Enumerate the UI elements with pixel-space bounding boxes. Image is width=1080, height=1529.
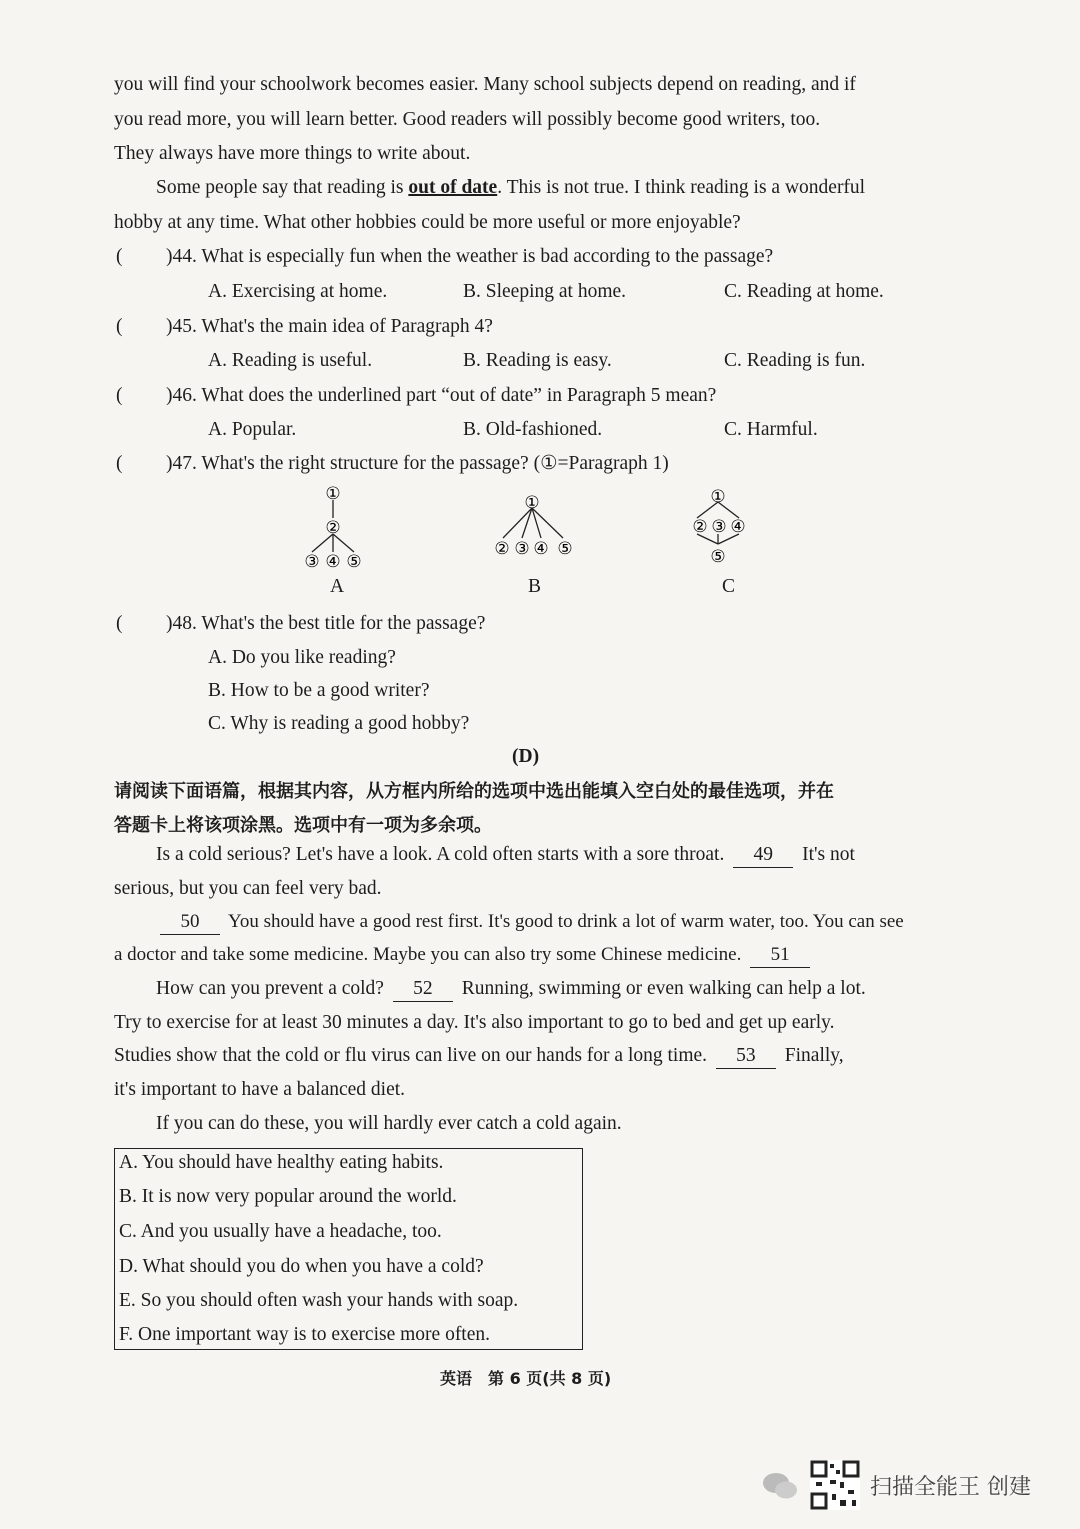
question-46: )46. What does the underlined part “out of date” in Paragraph 5 mean? <box>166 385 717 406</box>
cloze-text: Studies show that the cold or flu virus can live on our hands for a long time. <box>114 1045 708 1066</box>
question-45: )45. What's the main idea of Paragraph 4? <box>166 316 493 337</box>
passage-line-3: They always have more things to write about. <box>114 143 471 164</box>
node-2: ② <box>325 518 341 538</box>
watermark-text: 扫描全能王 创建 <box>870 1475 1031 1500</box>
section-heading: (D) <box>512 746 540 767</box>
node-5: ⑤ <box>557 539 573 559</box>
qr-code-icon <box>810 1460 860 1510</box>
blank-51[interactable]: 51 <box>750 943 810 968</box>
passage-line-5: hobby at any time. What other hobbies could be more useful or more enjoyable? <box>114 212 741 233</box>
node-2: ② <box>692 517 708 537</box>
structure-diagram-b <box>485 490 585 560</box>
structure-diagram-c <box>685 484 755 569</box>
structure-diagram-a <box>290 482 380 572</box>
diagram-label-c: C <box>722 576 736 597</box>
cloze-line-4 <box>114 943 814 968</box>
q46-option-c: C. Harmful. <box>724 419 818 440</box>
cloze-text: Finally, <box>784 1045 844 1066</box>
passage-line-4 <box>156 176 865 200</box>
cloze-line-2: serious, but you can feel very bad. <box>114 878 382 899</box>
passage-text: . This is not true. I think reading is a wonderful <box>497 177 866 198</box>
q45-option-b: B. Reading is easy. <box>463 350 612 371</box>
blank-50[interactable]: 50 <box>160 910 220 935</box>
option-a: A. You should have healthy eating habits. <box>119 1152 444 1173</box>
node-2: ② <box>494 539 510 559</box>
wechat-icon <box>760 1465 800 1505</box>
question-48: )48. What's the best title for the passage? <box>166 613 486 634</box>
question-44: )44. What is especially fun when the weather is bad according to the passage? <box>166 246 774 267</box>
q44-option-a: A. Exercising at home. <box>208 281 388 302</box>
cloze-text: It's not <box>802 844 855 865</box>
node-4: ④ <box>533 539 549 559</box>
cloze-text: How can you prevent a cold? <box>156 978 384 999</box>
q44-option-c: C. Reading at home. <box>724 281 884 302</box>
answer-bracket[interactable]: ( <box>116 613 123 634</box>
blank-49[interactable]: 49 <box>733 843 793 868</box>
node-4: ④ <box>325 552 341 572</box>
underlined-phrase: out of date <box>408 177 498 198</box>
cloze-text: a doctor and take some medicine. Maybe you can also try some Chinese medicine. <box>114 944 742 965</box>
passage-line-1: you will find your schoolwork becomes easier. Many school subjects depend on reading, and if <box>114 74 856 95</box>
q46-option-b: B. Old-fashioned. <box>463 419 603 440</box>
option-f: F. One important way is to exercise more often. <box>119 1324 491 1345</box>
instruction-line-2: 答题卡上将该项涂黑。选项中有一项为多余项。 <box>114 815 492 836</box>
answer-bracket[interactable]: ( <box>116 453 123 474</box>
answer-bracket[interactable]: ( <box>116 246 123 267</box>
node-1: ① <box>325 484 341 504</box>
blank-53[interactable]: 53 <box>716 1044 776 1069</box>
cloze-line-5 <box>156 977 866 1002</box>
blank-52[interactable]: 52 <box>393 977 453 1002</box>
node-5: ⑤ <box>346 552 362 572</box>
node-5: ⑤ <box>710 547 726 567</box>
passage-text: Some people say that reading is <box>156 177 409 198</box>
node-3: ③ <box>711 517 727 537</box>
node-4: ④ <box>730 517 746 537</box>
cloze-line-3 <box>156 910 904 935</box>
option-c: C. And you usually have a headache, too. <box>119 1221 442 1242</box>
q45-option-c: C. Reading is fun. <box>724 350 866 371</box>
node-3: ③ <box>514 539 530 559</box>
q48-option-b: B. How to be a good writer? <box>208 680 430 701</box>
option-b: B. It is now very popular around the world. <box>119 1186 457 1207</box>
cloze-line-6: Try to exercise for at least 30 minutes a day. It's also important to go to bed and get up early. <box>114 1012 835 1033</box>
q44-option-b: B. Sleeping at home. <box>463 281 627 302</box>
answer-bracket[interactable]: ( <box>116 316 123 337</box>
options-box <box>114 1148 583 1350</box>
page-footer: 英语 第 6 页(共 8 页) <box>440 1369 612 1388</box>
option-d: D. What should you do when you have a cold? <box>119 1256 484 1277</box>
node-3: ③ <box>304 552 320 572</box>
diagram-label-b: B <box>528 576 542 597</box>
q46-option-a: A. Popular. <box>208 419 297 440</box>
instruction-line-1: 请阅读下面语篇，根据其内容，从方框内所给的选项中选出能填入空白处的最佳选项，并在 <box>114 781 834 802</box>
cloze-text: You should have a good rest first. It's good to drink a lot of warm water, too. You can see <box>228 911 904 932</box>
option-e: E. So you should often wash your hands with soap. <box>119 1290 519 1311</box>
scanner-watermark <box>760 1460 1060 1510</box>
q48-option-c: C. Why is reading a good hobby? <box>208 713 470 734</box>
question-47: )47. What's the right structure for the passage? (①=Paragraph 1) <box>166 453 669 474</box>
answer-bracket[interactable]: ( <box>116 385 123 406</box>
cloze-text: Running, swimming or even walking can help a lot. <box>461 978 866 999</box>
cloze-line-9: If you can do these, you will hardly ever catch a cold again. <box>156 1113 622 1134</box>
diagram-label-a: A <box>330 576 345 597</box>
cloze-text: Is a cold serious? Let's have a look. A cold often starts with a sore throat. <box>156 844 725 865</box>
node-1: ① <box>710 487 726 507</box>
q45-option-a: A. Reading is useful. <box>208 350 373 371</box>
passage-line-2: you read more, you will learn better. Good readers will possibly become good writers, too. <box>114 109 821 130</box>
cloze-line-8: it's important to have a balanced diet. <box>114 1079 406 1100</box>
cloze-line-1 <box>156 843 855 868</box>
q48-option-a: A. Do you like reading? <box>208 647 396 668</box>
cloze-line-7 <box>114 1044 844 1069</box>
node-1: ① <box>524 493 540 513</box>
